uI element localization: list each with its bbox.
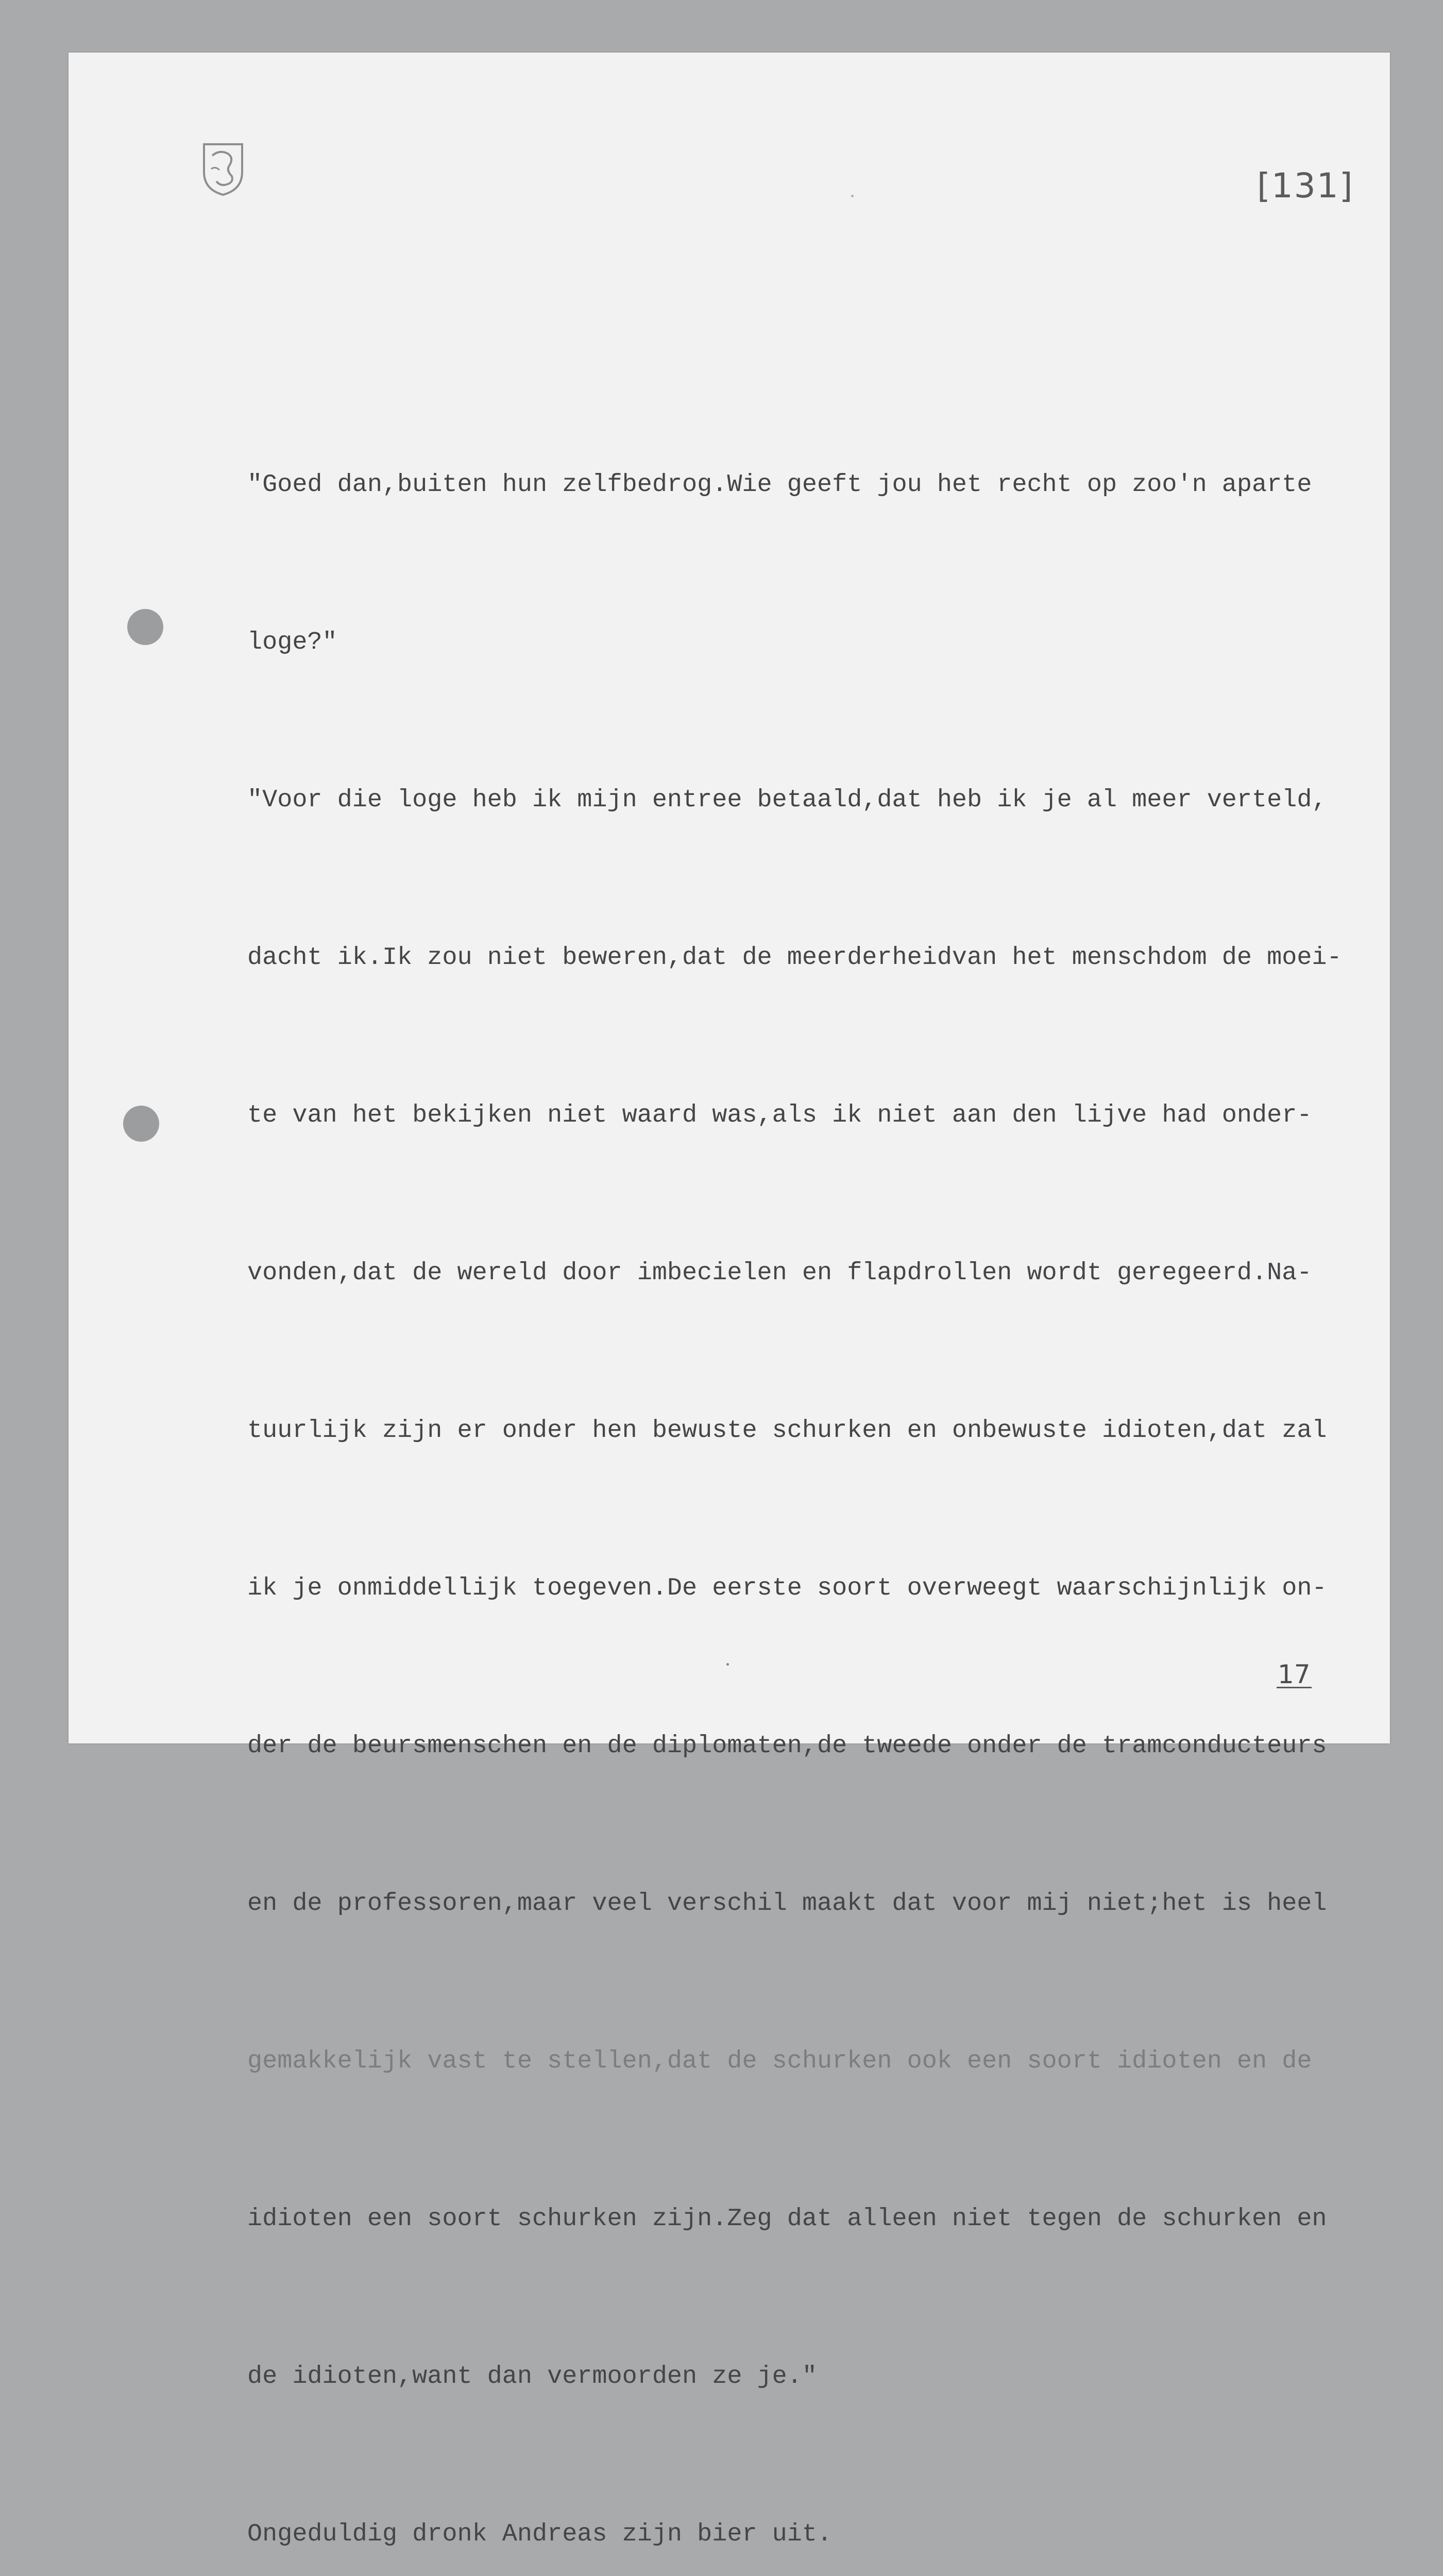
text-line: "Voor die loge heb ik mijn entree betaald,dat heb ik je al meer verteld, xyxy=(247,786,1327,814)
typescript-text xyxy=(247,353,1381,2576)
sheet-number: 17 xyxy=(1278,1659,1311,1689)
text-line: der de beursmenschen en de diplomaten,de tweede onder de tramconducteurs xyxy=(247,1732,1327,1760)
text-line: "Goed dan,buiten hun zelfbedrog.Wie geeft jou het recht op zoo'n aparte xyxy=(247,470,1312,499)
text-line: dacht ik.Ik zou niet beweren,dat de meerderheidvan het menschdom de moei- xyxy=(247,943,1342,972)
text-line: de idioten,want dan vermoorden ze je." xyxy=(247,2362,817,2391)
paper-speck xyxy=(726,1663,729,1666)
archive-stamp-icon xyxy=(200,140,246,197)
text-line: loge?" xyxy=(247,628,337,656)
paper-speck xyxy=(851,195,854,197)
text-line: gemakkelijk vast te stellen,dat de schurken ook een soort idioten en de xyxy=(247,2047,1312,2075)
text-line: idioten een soort schurken zijn.Zeg dat alleen niet tegen de schurken en xyxy=(247,2205,1327,2233)
text-line: vonden,dat de wereld door imbecielen en flapdrollen wordt geregeerd.Na- xyxy=(247,1259,1312,1287)
text-line: te van het bekijken niet waard was,als ik niet aan den lijve had onder- xyxy=(247,1101,1312,1129)
page-number: [131] xyxy=(1257,166,1354,206)
text-line: en de professoren,maar veel verschil maakt dat voor mij niet;het is heel xyxy=(247,1889,1327,1918)
punch-hole-top xyxy=(127,609,163,645)
text-line: tuurlijk zijn er onder hen bewuste schurken en onbewuste idioten,dat zal xyxy=(247,1416,1327,1445)
text-line: ik je onmiddellijk toegeven.De eerste soort overweegt waarschijnlijk on- xyxy=(247,1574,1327,1602)
text-line: Ongeduldig dronk Andreas zijn bier uit. xyxy=(247,2520,833,2548)
punch-hole-bottom xyxy=(123,1106,159,1142)
